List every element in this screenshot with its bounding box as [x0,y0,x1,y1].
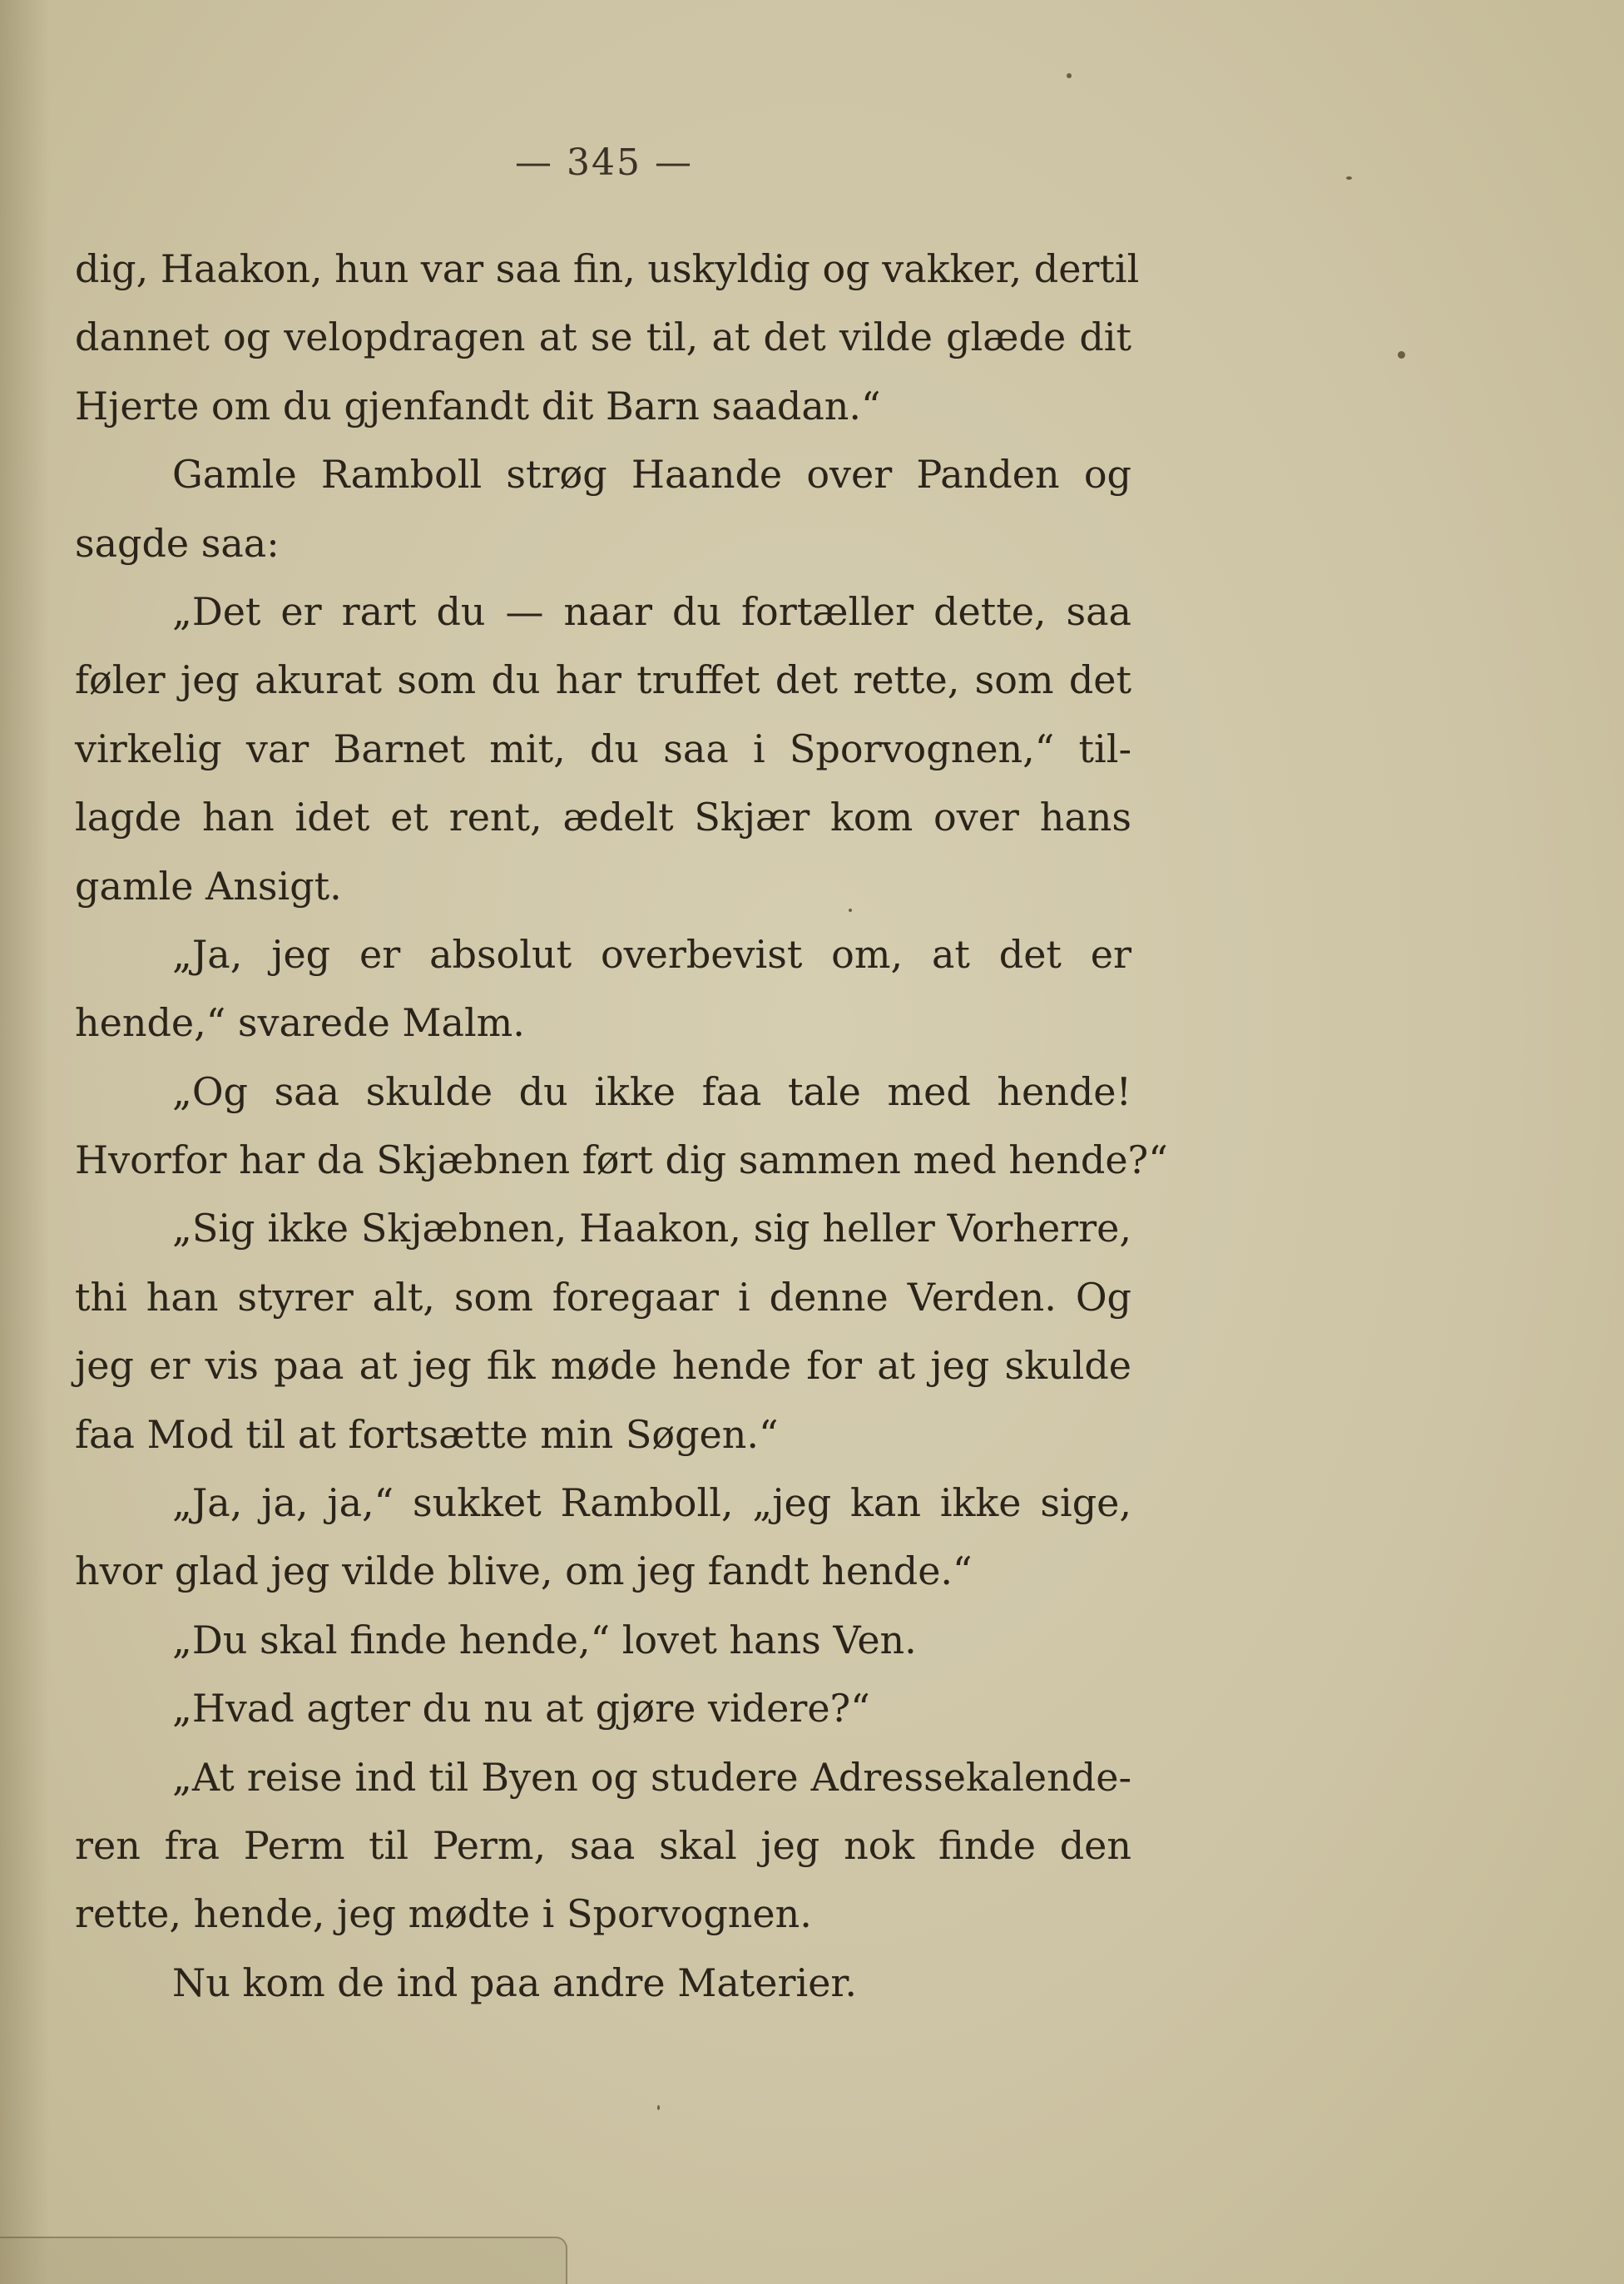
text-line: faa Mod til at fortsætte min Søgen.“ [75,1411,779,1457]
text-line: sagde saa: [75,520,280,566]
text-line: virkelig var Barnet mit, du saa i Sporvognen,“ til- [75,726,1131,771]
text-line: hende,“ svarede Malm. [75,1000,525,1046]
text-line: ren fra Perm til Perm, saa skal jeg nok finde den [75,1822,1131,1868]
paper-speck [849,909,852,912]
text-line: „Ja, jeg er absolut overbevist om, at det er [172,931,1131,977]
text-line: føler jeg akurat som du har truffet det rette, som det [75,657,1131,703]
paper-speck [1398,351,1405,359]
text-line: Nu kom de ind paa andre Materier. [172,1959,857,2005]
text-line: „Og saa skulde du ikke faa tale med hende! [172,1068,1131,1114]
paper-speck [1067,73,1072,78]
text-line: „Det er rart du — naar du fortæller dette, saa [172,588,1131,634]
paper-speck [657,2105,660,2110]
page-number: — 345 — [515,141,693,184]
text-line: „Hvad agter du nu at gjøre videre?“ [172,1686,870,1732]
text-line: hvor glad jeg vilde blive, om jeg fandt hende.“ [75,1548,973,1594]
text-line: „At reise ind til Byen og studere Adressekalende- [172,1754,1131,1800]
text-line: rette, hende, jeg mødte i Sporvognen. [75,1891,812,1937]
text-line: „Sig ikke Skjæbnen, Haakon, sig heller Vorherre, [172,1206,1131,1251]
body-text [75,235,1168,2017]
paper-speck [1346,176,1352,180]
text-line: „Ja, ja, ja,“ sukket Ramboll, „jeg kan ikke sige, [172,1480,1131,1526]
text-line: Hvorfor har da Skjæbnen ført dig sammen med hende?“ [75,1137,1168,1183]
text-line: thi han styrer alt, som foregaar i denne Verden. Og [75,1274,1131,1320]
text-line: gamle Ansigt. [75,863,342,909]
text-line: „Du skal finde hende,“ lovet hans Ven. [172,1617,917,1662]
text-line: jeg er vis paa at jeg fik møde hende for at jeg skulde [75,1343,1131,1389]
text-line: Gamle Ramboll strøg Haande over Panden og [172,452,1131,498]
text-line: dig, Haakon, hun var saa fin, uskyldig og vakker, dertil [75,246,1140,291]
text-line: lagde han idet et rent, ædelt Skjær kom over hans [75,795,1131,840]
page-fold [0,2237,567,2284]
page-edge-shadow [0,0,50,2284]
text-line: dannet og velopdragen at se til, at det vilde glæde dit [75,315,1131,360]
text-line: Hjerte om du gjenfandt dit Barn saadan.“ [75,383,881,429]
